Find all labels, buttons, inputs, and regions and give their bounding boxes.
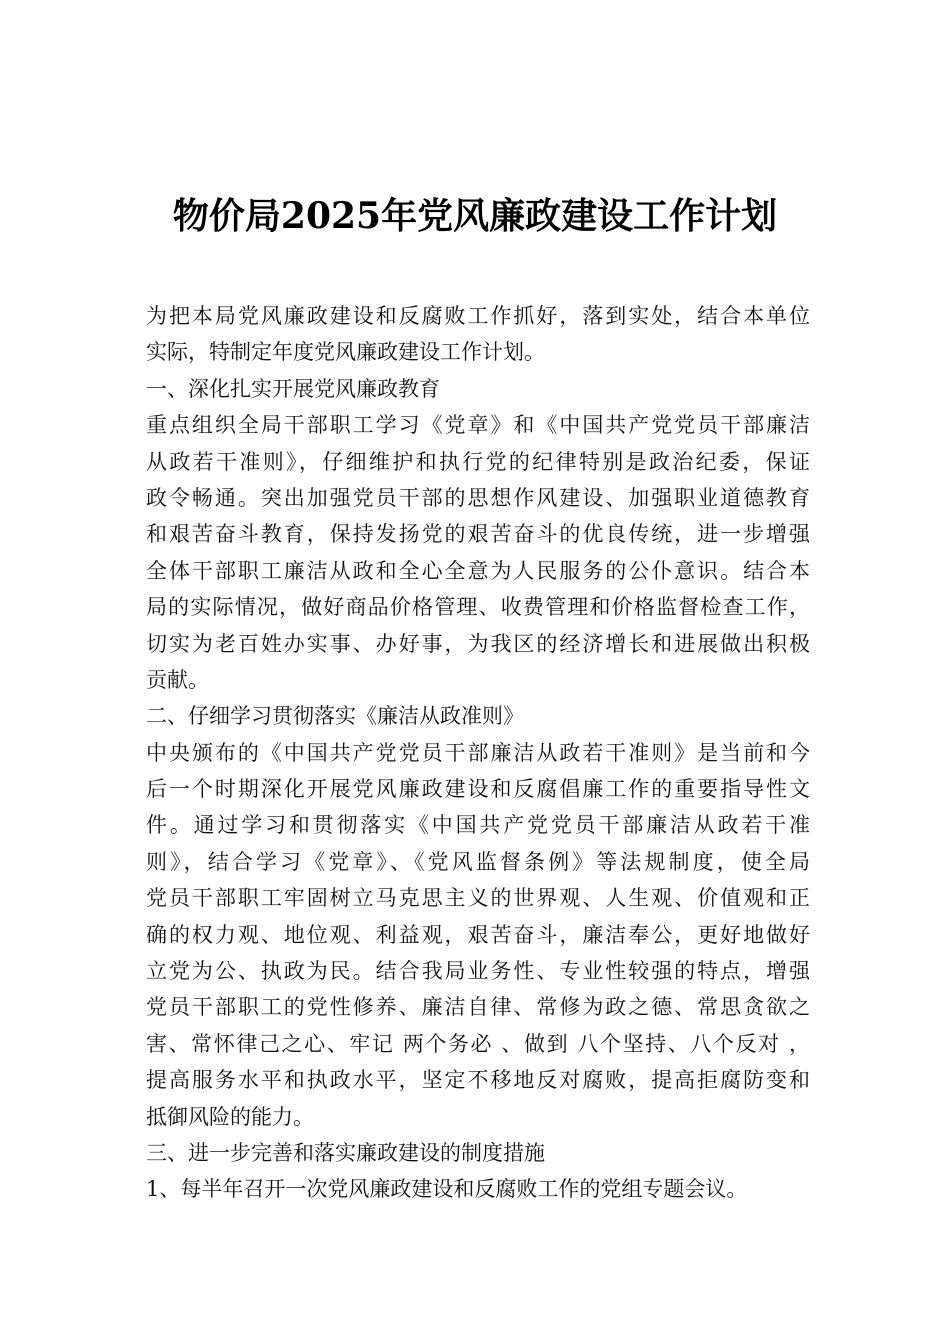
body-line: 立党为公、执政为民。结合我局业务性、专业性较强的特点，增强 bbox=[146, 959, 810, 984]
body-line: 切实为老百姓办实事、办好事，为我区的经济增长和进展做出积极 bbox=[146, 631, 810, 656]
body-line: 中央颁布的《中国共产党党员干部廉洁从政若干准则》是当前和今 bbox=[146, 740, 810, 765]
body-line: 件。通过学习和贯彻落实《中国共产党党员干部廉洁从政若干准 bbox=[146, 813, 810, 838]
body-line: 党员干部职工的党性修养、廉洁自律、常修为政之德、常思贪欲之 bbox=[146, 995, 810, 1020]
body-line: 贡献。 bbox=[146, 667, 209, 692]
body-line: 全体干部职工廉洁从政和全心全意为人民服务的公仆意识。结合本 bbox=[146, 558, 810, 583]
section-heading: 一、深化扎实开展党风廉政教育 bbox=[146, 376, 440, 401]
document-body bbox=[146, 298, 810, 1208]
body-line: 害、常怀律己之心、牢记 两个务必 、做到 八个坚持、八个反对 ， bbox=[146, 1031, 810, 1056]
body-line: 党员干部职工牢固树立马克思主义的世界观、人生观、价值观和正 bbox=[146, 886, 810, 911]
body-line: 为把本局党风廉政建设和反腐败工作抓好，落到实处，结合本单位 bbox=[146, 304, 810, 328]
document-title: 物价局2025年党风廉政建设工作计划 bbox=[172, 195, 778, 237]
section-heading: 三、进一步完善和落实廉政建设的制度措施 bbox=[146, 1140, 545, 1165]
body-line: 则》，结合学习《党章》、《党风监督条例》等法规制度，使全局 bbox=[146, 849, 810, 874]
section-heading: 二、仔细学习贯彻落实《廉洁从政准则》 bbox=[146, 704, 524, 729]
body-line: 从政若干准则》，仔细维护和执行党的纪律特别是政治纪委，保证 bbox=[146, 449, 810, 474]
body-line: 政令畅通。突出加强党员干部的思想作风建设、加强职业道德教育 bbox=[146, 485, 810, 510]
body-line: 局的实际情况，做好商品价格管理、收费管理和价格监督检查工作， bbox=[146, 595, 810, 620]
body-line: 提高服务水平和执政水平，坚定不移地反对腐败，提高拒腐防变和 bbox=[146, 1068, 810, 1093]
body-line: 实际，特制定年度党风廉政建设工作计划。 bbox=[146, 340, 545, 365]
body-line: 1、每半年召开一次党风廉政建设和反腐败工作的党组专题会议。 bbox=[146, 1177, 748, 1202]
body-line: 和艰苦奋斗教育，保持发扬党的艰苦奋斗的优良传统，进一步增强 bbox=[146, 522, 810, 547]
body-line: 重点组织全局干部职工学习《党章》和《中国共产党党员干部廉洁 bbox=[146, 413, 810, 438]
body-line: 确的权力观、地位观、利益观，艰苦奋斗，廉洁奉公，更好地做好 bbox=[146, 922, 810, 947]
body-line: 后一个时期深化开展党风廉政建设和反腐倡廉工作的重要指导性文 bbox=[146, 777, 810, 802]
body-line: 抵御风险的能力。 bbox=[146, 1104, 314, 1129]
